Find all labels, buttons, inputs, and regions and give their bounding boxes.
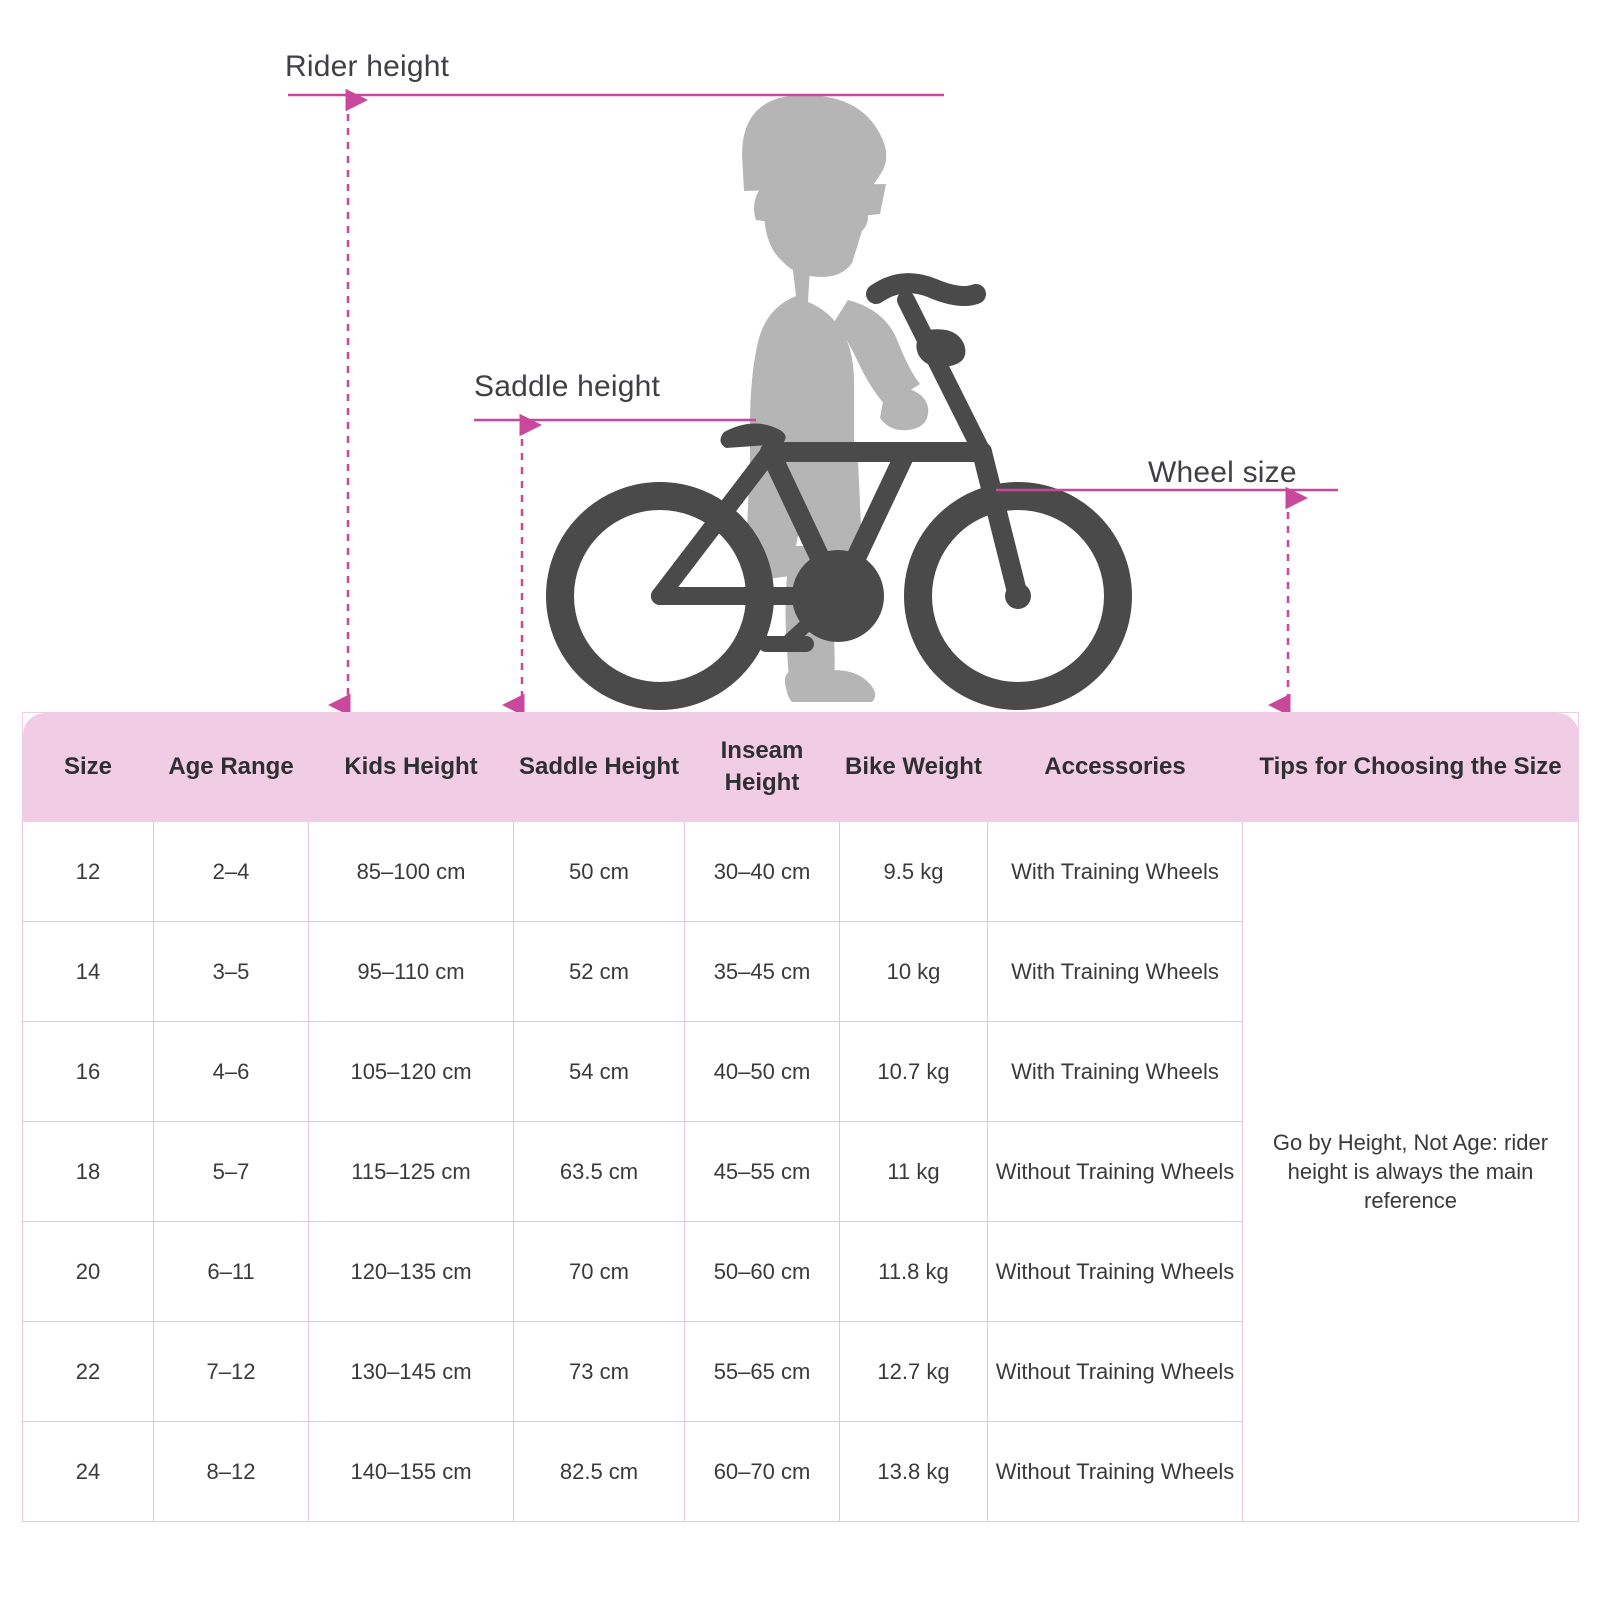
cell-age: 4–6: [154, 1022, 309, 1122]
cell-inseam: 50–60 cm: [685, 1222, 840, 1322]
saddle-height-label: Saddle height: [474, 370, 661, 403]
cell-inseam: 55–65 cm: [685, 1322, 840, 1422]
cell-weight: 11.8 kg: [840, 1222, 988, 1322]
cell-age: 6–11: [154, 1222, 309, 1322]
cell-saddle-height: 82.5 cm: [514, 1422, 685, 1522]
cell-accessories: Without Training Wheels: [988, 1322, 1243, 1422]
header-tips: Tips for Choosing the Size: [1243, 713, 1579, 822]
bike-sizing-illustration: [0, 0, 1600, 712]
illustration-svg: [0, 0, 1600, 712]
table-row: [23, 822, 1579, 922]
cell-weight: 13.8 kg: [840, 1422, 988, 1522]
cell-size: 12: [23, 822, 154, 922]
cell-inseam: 30–40 cm: [685, 822, 840, 922]
cell-tips: Go by Height, Not Age: rider height is always the main reference: [1243, 822, 1579, 1522]
cell-kids-height: 130–145 cm: [309, 1322, 514, 1422]
cell-accessories: Without Training Wheels: [988, 1122, 1243, 1222]
cell-saddle-height: 52 cm: [514, 922, 685, 1022]
header-bike-weight: Bike Weight: [840, 713, 988, 822]
cell-accessories: Without Training Wheels: [988, 1222, 1243, 1322]
cell-saddle-height: 54 cm: [514, 1022, 685, 1122]
cell-kids-height: 140–155 cm: [309, 1422, 514, 1522]
cell-size: 18: [23, 1122, 154, 1222]
rider-height-label: Rider height: [285, 50, 450, 83]
cell-size: 22: [23, 1322, 154, 1422]
header-size: Size: [23, 713, 154, 822]
cell-kids-height: 85–100 cm: [309, 822, 514, 922]
cell-kids-height: 120–135 cm: [309, 1222, 514, 1322]
header-inseam-height: Inseam Height: [685, 713, 840, 822]
table-header-row: [23, 713, 1579, 822]
cell-age: 8–12: [154, 1422, 309, 1522]
cell-saddle-height: 50 cm: [514, 822, 685, 922]
cell-age: 2–4: [154, 822, 309, 922]
cell-size: 20: [23, 1222, 154, 1322]
cell-age: 7–12: [154, 1322, 309, 1422]
cell-accessories: With Training Wheels: [988, 922, 1243, 1022]
cell-kids-height: 115–125 cm: [309, 1122, 514, 1222]
cell-age: 5–7: [154, 1122, 309, 1222]
cell-accessories: Without Training Wheels: [988, 1422, 1243, 1522]
cell-kids-height: 105–120 cm: [309, 1022, 514, 1122]
cell-weight: 10.7 kg: [840, 1022, 988, 1122]
cell-inseam: 45–55 cm: [685, 1122, 840, 1222]
cell-saddle-height: 73 cm: [514, 1322, 685, 1422]
wheel-size-label: Wheel size: [1148, 456, 1297, 489]
cell-kids-height: 95–110 cm: [309, 922, 514, 1022]
cell-saddle-height: 70 cm: [514, 1222, 685, 1322]
header-saddle-height: Saddle Height: [514, 713, 685, 822]
header-age-range: Age Range: [154, 713, 309, 822]
cell-weight: 12.7 kg: [840, 1322, 988, 1422]
table-body: [23, 822, 1579, 1522]
cell-size: 16: [23, 1022, 154, 1122]
cell-weight: 10 kg: [840, 922, 988, 1022]
cell-inseam: 35–45 cm: [685, 922, 840, 1022]
size-chart: [22, 712, 1578, 1522]
cell-accessories: With Training Wheels: [988, 822, 1243, 922]
size-table: [22, 712, 1579, 1522]
table-header: [23, 713, 1579, 822]
cell-inseam: 40–50 cm: [685, 1022, 840, 1122]
cell-size: 24: [23, 1422, 154, 1522]
header-kids-height: Kids Height: [309, 713, 514, 822]
cell-saddle-height: 63.5 cm: [514, 1122, 685, 1222]
cell-inseam: 60–70 cm: [685, 1422, 840, 1522]
cell-weight: 9.5 kg: [840, 822, 988, 922]
cell-size: 14: [23, 922, 154, 1022]
header-accessories: Accessories: [988, 713, 1243, 822]
cell-weight: 11 kg: [840, 1122, 988, 1222]
cell-accessories: With Training Wheels: [988, 1022, 1243, 1122]
cell-age: 3–5: [154, 922, 309, 1022]
